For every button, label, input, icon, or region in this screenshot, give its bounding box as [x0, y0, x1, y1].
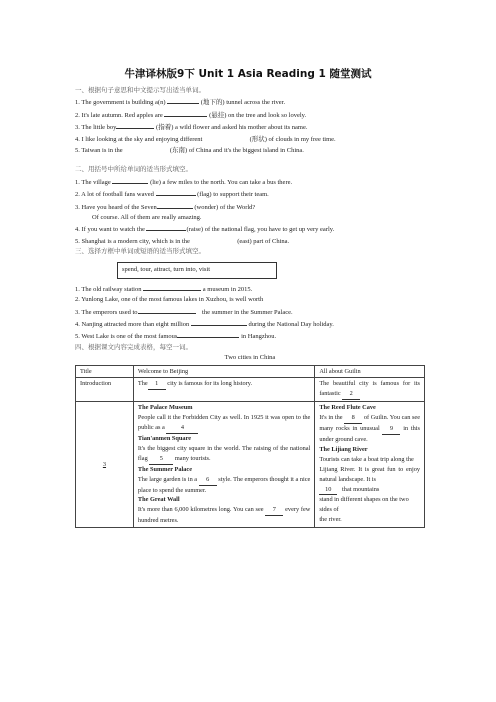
s1-item-2: 2. It's late autumn. Red apples are (悬挂) on the tree and look so lovely.: [75, 109, 425, 121]
section3-heading: 三、选择方框中单词或短语的适当形式填空。: [75, 248, 205, 256]
answer-blank[interactable]: [167, 96, 199, 104]
s3-item-2: 2. Yunlong Lake, one of the most famous lakes in Xuzhou, is well worth: [75, 296, 264, 304]
guilin-sights: [315, 402, 425, 528]
answer-blank-6[interactable]: 6: [199, 475, 217, 486]
answer-blank-1[interactable]: 1: [148, 379, 166, 390]
answer-blank[interactable]: [112, 176, 148, 184]
intro-beijing: The 1 city is famous for its long history.: [133, 378, 314, 402]
header-guilin: All about Guilin: [315, 365, 425, 378]
answer-blank[interactable]: [177, 330, 239, 338]
table-row: [76, 365, 425, 378]
section4-heading: 四、根据课文内容完成表格，每空一词。: [75, 343, 192, 351]
answer-blank-10[interactable]: 10: [319, 485, 337, 496]
page-title: 牛津译林版9下 Unit 1 Asia Reading 1 随堂测试: [124, 68, 372, 80]
answer-blank[interactable]: [138, 306, 196, 314]
worksheet-content: [75, 86, 425, 528]
answer-blank[interactable]: [164, 109, 207, 117]
answer-blank-7[interactable]: 7: [265, 505, 283, 516]
answer-blank-8[interactable]: 8: [344, 413, 362, 424]
reed-text: It's in the 8 of Guilin. You can see many rocks in unusual 9 in this under ground cave.: [319, 414, 421, 443]
answer-blank[interactable]: [204, 134, 248, 141]
lijiang-title: The Lijiang River: [319, 445, 368, 453]
header-title: Title: [76, 365, 134, 378]
row-intro-label: Introduction: [76, 378, 134, 402]
section2-heading: 二、用括号中所给单词的适当形式填空。: [75, 166, 192, 174]
answer-blank[interactable]: [146, 223, 186, 231]
cities-table: [75, 365, 425, 529]
answer-blank-3[interactable]: 3: [102, 460, 107, 468]
reed-title: The Reed Flute Cave: [319, 404, 376, 412]
summer-title: The Summer Palace: [137, 465, 193, 473]
s1-item-1: 1. The government is building a(n) (地下的) tunnel across the river.: [75, 96, 425, 108]
table-caption: Two cities in China: [224, 354, 276, 362]
answer-blank-2[interactable]: 2: [342, 389, 360, 400]
answer-blank[interactable]: [156, 188, 196, 196]
s2-item-3: 3. Have you heard of the Seven (wonder) of the World?: [75, 201, 425, 213]
answer-blank-4[interactable]: 4: [166, 423, 198, 434]
palace-title: The Palace Museum: [137, 404, 193, 412]
answer-blank[interactable]: [124, 145, 168, 152]
answer-blank[interactable]: [191, 318, 247, 326]
beijing-sights: [133, 402, 314, 528]
s3-item-1: 1. The old railway station a museum in 2015.: [75, 283, 425, 295]
tiananmen-title: Tian'anmen Square: [137, 434, 192, 442]
tiananmen-text: It's the biggest city square in the world. The raising of the national flag 5 many tourists.: [138, 444, 310, 465]
s3-item-4: 4. Nanjing attracted more than eight million during the National Day holiday.: [75, 318, 425, 330]
s2-item-5: 5. Shanghai is a modern city, which is in the (east) part of China.: [75, 237, 290, 245]
s2-item-1: 1. The village (lie) a few miles to the north. You can take a bus there.: [75, 176, 425, 188]
s2-item-4: 4. If you want to watch the (raise) of the national flag, you have to get up very early.: [75, 223, 425, 235]
intro-guilin: The beautiful city is famous for its fantastic 2: [315, 378, 425, 402]
lijiang-text: Tourists can take a boat trip along the Lijiang River. It is great fun to enjoy natural landscape. It is 10 that mountains stand in different shapes on the two sides of the river.: [319, 455, 420, 524]
s3-item-3: 3. The emperors used to the summer in the Summer Palace.: [75, 306, 425, 318]
answer-blank[interactable]: [143, 283, 201, 291]
table-row: [76, 402, 425, 528]
summer-text: The large garden is in a 6 style. The emperors thought it a nice place to spend the summer.: [137, 475, 311, 494]
wall-text: It's more than 6,000 kilometres long. You can see 7 every few hundred metres.: [137, 506, 311, 525]
s2-item-2: 2. A lot of football fans waved (flag) to support their team.: [75, 188, 425, 200]
answer-blank-5[interactable]: 5: [149, 454, 173, 465]
answer-blank[interactable]: [116, 121, 154, 129]
header-beijing: Welcome to Beijing: [133, 365, 314, 378]
answer-blank[interactable]: [157, 201, 193, 209]
table-row: [76, 378, 425, 402]
word-box: spend, tour, attract, turn into, visit: [117, 262, 277, 279]
s3-item-5: 5. West Lake is one of the most famous in Hangzhou.: [75, 330, 425, 342]
answer-blank-9[interactable]: 9: [382, 424, 400, 435]
wall-title: The Great Wall: [137, 496, 180, 504]
s2-item-3-reply: Of course. All of them are really amazing.: [92, 214, 202, 222]
row3-label: [76, 402, 134, 528]
section1-heading: 一、根据句子意思和中文提示写出适当单词。: [75, 87, 205, 94]
s1-item-4: 4. I like looking at the sky and enjoying different (形状) of clouds in my free time.: [75, 135, 336, 143]
answer-blank[interactable]: [192, 236, 236, 243]
s1-item-5: 5. Taiwan is in the (东南) of China and it's the biggest island in China.: [75, 147, 304, 155]
s1-item-3: 3. The little boy (指着) a wild flower and asked his mother about its name.: [75, 121, 425, 133]
palace-text: People call it the Forbidden City as well. In 1925 it was open to the public as a 4: [138, 413, 310, 434]
